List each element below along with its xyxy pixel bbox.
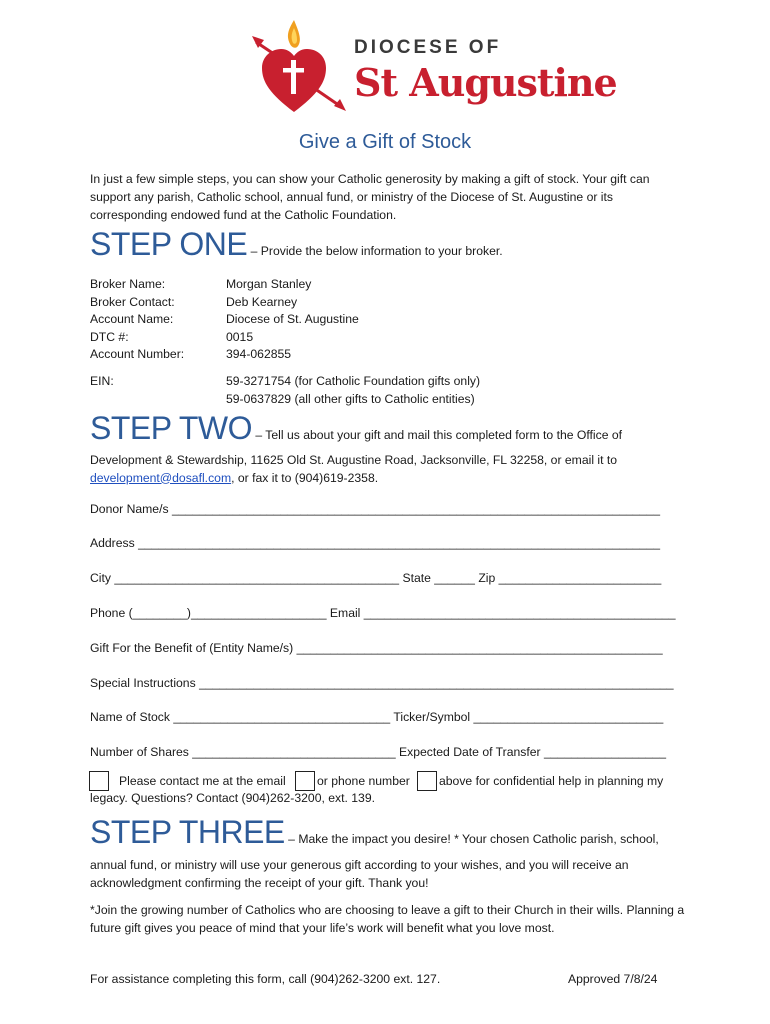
ein-values bbox=[226, 373, 480, 408]
step-two-address-line: Development & Stewardship, 11625 Old St. Augustine Road, Jacksonville, FL 32258, or email it to bbox=[90, 453, 618, 467]
shares-date-line[interactable]: Number of Shares ______________________________ Expected Date of Transfer __________________ bbox=[90, 745, 666, 759]
email-link[interactable]: development@dosafl.com bbox=[90, 470, 232, 485]
city-state-zip-line[interactable]: City __________________________________________ State ______ Zip ________________________ bbox=[90, 571, 662, 585]
step-two-heading: STEP TWO bbox=[90, 410, 252, 446]
heart-flame-icon bbox=[250, 16, 354, 116]
step-three-heading: STEP THREE bbox=[90, 814, 285, 850]
dtc-label: DTC #: bbox=[90, 329, 129, 344]
broker-name-value: Morgan Stanley bbox=[226, 277, 312, 291]
broker-contact-value: Deb Kearney bbox=[226, 294, 298, 309]
broker-contact-label: Broker Contact: bbox=[90, 294, 175, 309]
step-two-heading-row bbox=[90, 410, 622, 447]
step-two-email-line bbox=[90, 470, 690, 488]
phone-email-line[interactable]: Phone (________)____________________ Email ______________________________________________ bbox=[90, 606, 676, 620]
assistance-text: For assistance completing this form, call (904)262-3200 ext. 127. bbox=[90, 972, 441, 986]
step-one-heading: STEP ONE bbox=[90, 226, 248, 262]
donor-name-line[interactable]: Donor Name/s ________________________________________________________________________ bbox=[90, 502, 660, 516]
account-name-label: Account Name: bbox=[90, 312, 174, 326]
account-number-label: Account Number: bbox=[90, 347, 185, 361]
ein-foundation: 59-3271754 (for Catholic Foundation gifts only) bbox=[226, 374, 481, 388]
step-one-text: – Provide the below information to your broker. bbox=[247, 244, 503, 258]
contact-text-a: Please contact me at the email bbox=[119, 774, 286, 788]
email-checkbox[interactable] bbox=[295, 771, 315, 791]
account-name-value: Diocese of St. Augustine bbox=[226, 312, 359, 326]
broker-name-label: Broker Name: bbox=[90, 277, 166, 291]
special-instructions-line[interactable]: Special Instructions ______________________________________________________________________ bbox=[90, 676, 674, 690]
page-title: Give a Gift of Stock bbox=[298, 131, 472, 153]
approved-date: Approved 7/8/24 bbox=[568, 972, 658, 986]
dtc-value: 0015 bbox=[226, 329, 254, 344]
stock-ticker-line[interactable]: Name of Stock ________________________________ Ticker/Symbol ____________________________ bbox=[90, 710, 664, 724]
step-two-text: – Tell us about your gift and mail this completed form to the Office of bbox=[251, 428, 623, 442]
step-three-paragraph: annual fund, or ministry will use your generous gift according to your wishes, and you will receive an acknowledgment confirming the receipt of your gift. Thank you! bbox=[90, 858, 629, 890]
step-two-paragraph bbox=[90, 452, 690, 487]
contact-checkbox[interactable] bbox=[89, 771, 109, 791]
benefit-entity-line[interactable]: Gift For the Benefit of (Entity Name/s) ______________________________________________________ bbox=[90, 641, 663, 655]
contact-text-b: or phone number bbox=[317, 774, 410, 788]
diocese-logo bbox=[250, 16, 617, 116]
address-line[interactable]: Address _____________________________________________________________________________ bbox=[90, 536, 661, 550]
broker-values bbox=[226, 276, 359, 364]
step-three-text: – Make the impact you desire! * Your chosen Catholic parish, school, bbox=[284, 832, 659, 846]
planned-giving-note: *Join the growing number of Catholics who are choosing to leave a gift to their Church in their wills. Planning a future gift gives you peace of mind that your life’s work will benefit what you love most. bbox=[90, 903, 685, 935]
broker-labels bbox=[90, 276, 184, 364]
phone-checkbox[interactable] bbox=[417, 771, 437, 791]
questions-text: legacy. Questions? Contact (904)262-3200, ext. 139. bbox=[90, 791, 376, 805]
contact-text-c: above for confidential help in planning my bbox=[439, 774, 664, 788]
ein-other: 59-0637829 (all other gifts to Catholic entities) bbox=[226, 391, 475, 406]
step-three-heading-row bbox=[90, 814, 659, 851]
ein-label: EIN: bbox=[90, 374, 114, 388]
logo-text-diocese: DIOCESE OF bbox=[354, 37, 502, 58]
intro-paragraph: In just a few simple steps, you can show your Catholic generosity by making a gift of stock. Your gift can support any parish, Catholic school, annual fund, or ministry of the Diocese of St. Augustine or its corresponding endowed fund at the Catholic Foundation. bbox=[90, 172, 650, 222]
fax-text: , or fax it to (904)619-2358. bbox=[231, 470, 379, 485]
step-one-heading-row bbox=[90, 226, 503, 263]
logo-text-st-augustine: St Augustine bbox=[354, 60, 617, 105]
account-number-value: 394-062855 bbox=[226, 347, 292, 361]
